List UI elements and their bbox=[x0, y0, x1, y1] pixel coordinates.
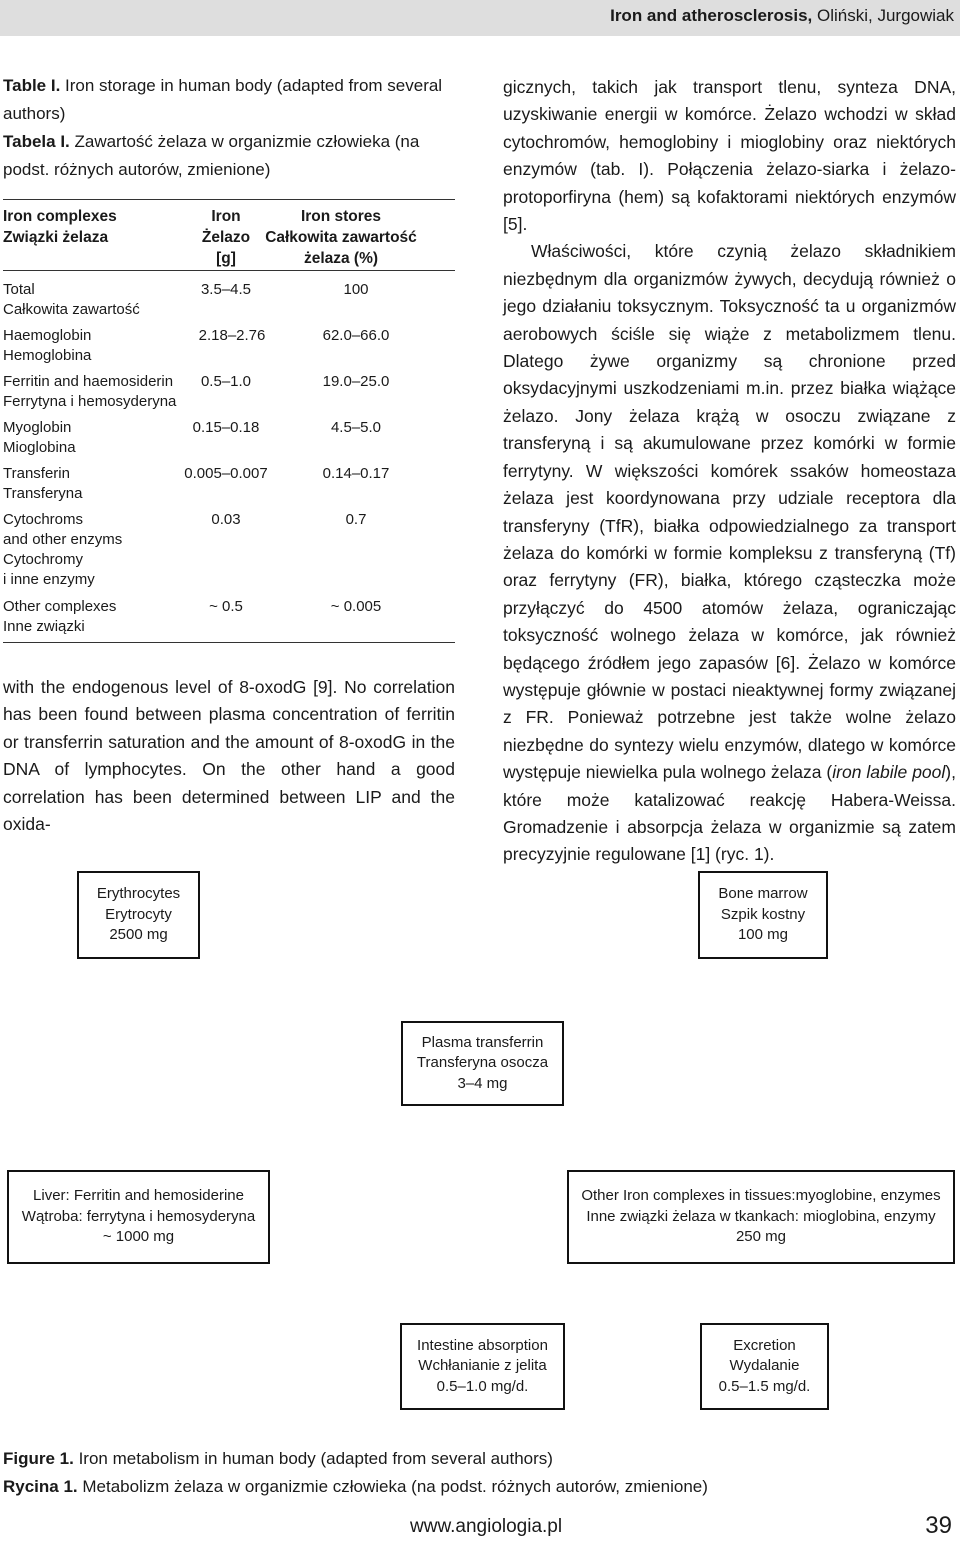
box-line: Inne związki żelaza w tkankach: mioglobina, enzymy bbox=[586, 1207, 936, 1225]
row-stores: 0.7 bbox=[345, 511, 367, 528]
row-name-en: Ferritin and haemosiderin bbox=[3, 373, 174, 390]
right-column-text bbox=[503, 74, 956, 869]
other-complexes-box bbox=[567, 1170, 955, 1264]
table-top-rule bbox=[3, 199, 455, 200]
table-header-line: [g] bbox=[216, 250, 236, 267]
box-line: Erythrocytes bbox=[96, 885, 181, 903]
row-name-en: Cytochroms bbox=[3, 511, 84, 528]
box-line: Bone marrow bbox=[718, 885, 808, 903]
table-row bbox=[3, 326, 91, 366]
row-name-pl: Hemoglobina bbox=[3, 347, 92, 364]
figure-caption bbox=[3, 1445, 708, 1501]
bone-marrow-box bbox=[698, 871, 828, 959]
row-stores: 0.14–0.17 bbox=[322, 465, 390, 482]
row-iron: 0.005–0.007 bbox=[184, 465, 268, 482]
figure-caption-pl-label: Rycina 1. bbox=[3, 1477, 78, 1496]
row-iron: 3.5–4.5 bbox=[200, 281, 252, 298]
erythrocytes-box bbox=[77, 871, 200, 959]
box-line: 0.5–1.5 mg/d. bbox=[718, 1377, 811, 1395]
box-line: Erytrocyty bbox=[105, 905, 172, 923]
box-line: 100 mg bbox=[737, 926, 789, 944]
liver-box bbox=[7, 1170, 270, 1264]
intestine-box bbox=[400, 1323, 565, 1410]
box-line: 250 mg bbox=[735, 1228, 787, 1246]
table-row bbox=[3, 372, 176, 412]
table-header-line: żelaza (%) bbox=[303, 250, 379, 267]
table-header-line: Iron complexes bbox=[3, 208, 117, 225]
left-paragraph: with the endogenous level of 8-oxodG [9]. No correlation has been found between plasma concentration of ferritin or transferrin saturation and the amount of 8-oxodG in the DNA of lymphocytes. On the other hand a good correlation has been determined between LIP and the oxida- bbox=[3, 677, 455, 835]
table-caption-en-text: Iron storage in human body (adapted from several authors) bbox=[3, 76, 443, 123]
row-name-pl: Transferyna bbox=[3, 485, 83, 502]
row-name-en-2: and other enzyms bbox=[3, 531, 123, 548]
table-row bbox=[3, 464, 82, 504]
table-caption bbox=[3, 72, 448, 184]
row-name-en: Myoglobin bbox=[3, 419, 72, 436]
header-title bbox=[610, 6, 954, 26]
row-name-en: Total bbox=[3, 281, 35, 298]
table-header-line: Całkowita zawartość bbox=[265, 229, 417, 246]
table-caption-en-label: Table I. bbox=[3, 76, 61, 95]
right-paragraph-1: gicznych, takich jak transport tlenu, synteza DNA, uzyskiwanie energii w komórce. Żelazo wchodzi w skład cytochromów, hemoglobiny i mioglobiny oraz niektórych enzymów (tab. I). Połączenia żelazo-siarka i żelazo-protoporfiryna (hem) są kofaktorami niektórych enzymów [5]. bbox=[503, 77, 956, 235]
row-name-pl: Całkowita zawartość bbox=[3, 301, 140, 318]
table-caption-pl-label: Tabela I. bbox=[3, 132, 70, 151]
iron-labile-pool-term: iron labile pool bbox=[832, 762, 946, 783]
row-name-pl-2: i inne enzymy bbox=[3, 571, 95, 588]
page-number: 39 bbox=[925, 1512, 952, 1539]
box-line: Intestine absorption bbox=[417, 1336, 548, 1354]
box-line: Transferyna osocza bbox=[416, 1054, 549, 1072]
box-line: Excretion bbox=[733, 1336, 796, 1354]
row-name-en: Haemoglobin bbox=[3, 327, 92, 344]
table-row bbox=[3, 597, 116, 637]
box-line: 2500 mg bbox=[109, 926, 168, 944]
row-stores: 19.0–25.0 bbox=[322, 373, 390, 390]
row-stores: ~ 0.005 bbox=[330, 598, 382, 615]
right-paragraph-2 bbox=[503, 238, 956, 868]
box-line: Other Iron complexes in tissues:myoglobine, enzymes bbox=[581, 1187, 941, 1205]
table-header-line: Iron stores bbox=[300, 208, 382, 225]
table-header-complexes bbox=[3, 206, 117, 248]
box-line: Szpik kostny bbox=[720, 905, 806, 923]
table-header-rule bbox=[3, 270, 455, 271]
table-header-stores bbox=[256, 206, 426, 269]
row-iron: 0.03 bbox=[211, 511, 241, 528]
table-row bbox=[3, 280, 140, 320]
row-iron: 2.18–2.76 bbox=[198, 327, 266, 344]
row-name-pl: Inne związki bbox=[3, 618, 85, 635]
box-line: 0.5–1.0 mg/d. bbox=[436, 1377, 529, 1395]
right-paragraph-2-b: ), które może katalizować reakcję Habera-Weissa. Gromadzenie i absorpcja żelaza w organizmie są zatem precyzyjnie regulowane [1] (ryc. 1). bbox=[503, 762, 956, 865]
table-header-line: Żelazo bbox=[201, 229, 251, 246]
header-title-bold: Iron and atherosclerosis, bbox=[610, 6, 813, 25]
box-line: Liver: Ferritin and hemosiderine bbox=[33, 1187, 244, 1205]
table-header-line: Iron bbox=[211, 208, 241, 225]
left-column-text bbox=[3, 674, 455, 838]
plasma-transferrin-box bbox=[401, 1021, 564, 1106]
row-iron: 0.5–1.0 bbox=[200, 373, 252, 390]
table-caption-pl-text: Zawartość żelaza w organizmie człowieka (na podst. różnych autorów, zmienione) bbox=[3, 132, 420, 179]
row-name-pl: Mioglobina bbox=[3, 439, 76, 456]
row-stores: 100 bbox=[343, 281, 369, 298]
box-line: Wątroba: ferrytyna i hemosyderyna bbox=[21, 1207, 256, 1225]
table-row bbox=[3, 510, 122, 590]
row-name-pl: Cytochromy bbox=[3, 551, 84, 568]
right-paragraph-2-a: Właściwości, które czynią żelazo składnikiem niezbędnym dla organizmów żywych, decydują również o jego działaniu toksycznym. Toksyczność ta u organizmów aerobowych ściśle się wiąże z metabolizmem tlenu. Dlatego żywe organizmy są chronione przed oksydacyjnymi uszkodzeniami m.in. przez białka wiążące żelazo. Jony żelaza krążą w osoczu związane z transferyną i są akumulowane przez komórki w formie ferrytyny. W większości komórek ssaków homeostaza żelaza jest koordynowana przy udziale receptora dla transferyny (TfR), białka odpowiedzialnego za transport żelaza do komórki w formie kompleksu z transferyną (Tf) oraz ferrytyny (FR), białka, którego cząsteczka może przyłączyć do 4500 atomów żelaza, ograniczając toksyczność wolnego żelaza w komórce, jak również będącego źródłem jego zapasów [6]. Żelazo w komórce występuje głównie w postaci nieaktywnej formy związanej z FR. Ponieważ potrzebne jest także wolne żelazo niezbędne do syntezy wielu enzymów, dlatego w komórce występuje niewielka pula wolnego żelaza ( bbox=[503, 241, 956, 783]
box-line: Wydalanie bbox=[729, 1357, 800, 1375]
box-line: Wchłanianie z jelita bbox=[418, 1357, 547, 1375]
box-line: Plasma transferrin bbox=[421, 1033, 544, 1051]
row-iron: 0.15–0.18 bbox=[192, 419, 260, 436]
row-name-en: Other complexes bbox=[3, 598, 117, 615]
table-header-line: Związki żelaza bbox=[3, 229, 109, 246]
row-stores: 62.0–66.0 bbox=[322, 327, 390, 344]
box-line: ~ 1000 mg bbox=[102, 1228, 175, 1246]
footer-url[interactable]: www.angiologia.pl bbox=[410, 1516, 563, 1537]
box-line: 3–4 mg bbox=[457, 1074, 508, 1092]
row-stores: 4.5–5.0 bbox=[330, 419, 382, 436]
row-name-en: Transferin bbox=[3, 465, 70, 482]
header-authors: Oliński, Jurgowiak bbox=[812, 6, 954, 25]
row-name-pl: Ferrytyna i hemosyderyna bbox=[3, 393, 177, 410]
figure-caption-en-label: Figure 1. bbox=[3, 1449, 74, 1468]
figure-caption-pl-text: Metabolizm żelaza w organizmie człowieka (na podst. różnych autorów, zmienione) bbox=[77, 1477, 708, 1496]
row-iron: ~ 0.5 bbox=[209, 598, 243, 615]
table-row bbox=[3, 418, 76, 458]
table-bottom-rule bbox=[3, 642, 455, 643]
figure-caption-en-text: Iron metabolism in human body (adapted from several authors) bbox=[73, 1449, 553, 1468]
excretion-box bbox=[700, 1323, 829, 1410]
